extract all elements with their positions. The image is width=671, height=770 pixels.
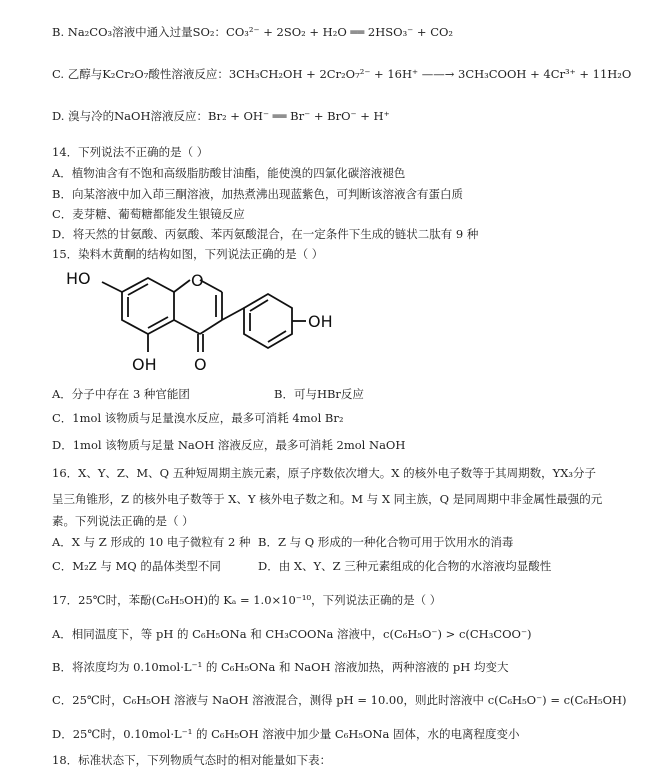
options-15ab [52,386,364,402]
option-17b: B．将浓度均为 0.10mol·L⁻¹ 的 C₆H₅ONa 和 NaOH 溶液加热，两种溶液的 pH 均变大 [52,660,509,674]
ring-b [244,294,292,348]
question-16-line2: 呈三角锥形，Z 的核外电子数等于 X、Y 核外电子数之和。M 与 X 同主族，Q 是同周期中非金属性最强的元 [52,492,603,506]
option-14a: A．植物油含有不饱和高级脂肪酸甘油酯，能使溴的四氯化碳溶液褪色 [52,166,406,180]
option-14c: C．麦芽糖、葡萄糖都能发生银镜反应 [52,207,245,221]
question-18-title: 18．标准状态下，下列物质气态时的相对能量如下表： [52,753,332,767]
option-15a: A．分子中存在 3 种官能团 [52,387,190,401]
option-17a: A．相同温度下，等 pH 的 C₆H₅ONa 和 CH₃COONa 溶液中，c(C₆H₅O⁻) > c(CH₃COO⁻) [52,627,532,641]
question-16-line3: 素。下列说法正确的是（ ） [52,514,194,528]
question-15-title: 15．染料木黄酮的结构如图，下列说法正确的是（ ） [52,247,324,261]
option-16c: C．M₂Z 与 MQ 的晶体类型不同 [52,559,221,573]
option-16d: D．由 X、Y、Z 三种元素组成的化合物的水溶液均显酸性 [258,559,552,573]
option-17c: C．25℃时，C₆H₅OH 溶液与 NaOH 溶液混合，测得 pH = 10.00，则此时溶液中 c(C₆H₅O⁻) = c(C₆H₅OH) [52,693,627,707]
option-13b: B. Na₂CO₃溶液中通入过量SO₂：CO₃²⁻ + 2SO₂ + H₂O ══ 2HSO₃⁻ + CO₂ [52,25,454,39]
label-oh-bottom: OH [132,355,157,374]
option-15b: B．可与HBr反应 [274,387,364,401]
option-14b: B．向某溶液中加入茚三酮溶液，加热煮沸出现蓝紫色，可判断该溶液含有蛋白质 [52,187,463,201]
options-16cd [52,558,551,574]
question-17-title: 17．25℃时，苯酚(C₆H₅OH)的 Kₐ = 1.0×10⁻¹⁰，下列说法正确的是（ ） [52,593,442,607]
option-13c: C. 乙醇与K₂Cr₂O₇酸性溶液反应：3CH₃CH₂OH + 2Cr₂O₇²⁻ + 16H⁺ ——→ 3CH₃COOH + 4Cr³⁺ + 11H₂O [52,67,632,81]
options-16ab [52,534,513,550]
question-16-line1: 16．X、Y、Z、M、Q 五种短周期主族元素，原子序数依次增大。X 的核外电子数等于其周期数，YX₃分子 [52,466,596,480]
label-ring-o: O [191,271,204,290]
option-13d: D. 溴与冷的NaOH溶液反应：Br₂ + OH⁻ ══ Br⁻ + BrO⁻ + H⁺ [52,109,390,123]
label-ho-top: HO [66,270,91,288]
option-15d: D．1mol 该物质与足量 NaOH 溶液反应，最多可消耗 2mol NaOH [52,438,406,452]
ring-a [122,278,174,334]
option-15c: C．1mol 该物质与足量溴水反应，最多可消耗 4mol Br₂ [52,411,344,425]
option-16b: B．Z 与 Q 形成的一种化合物可用于饮用水的消毒 [258,535,514,549]
genistein-structure-image [52,270,352,382]
question-14-title: 14．下列说法不正确的是（ ） [52,145,209,159]
label-oh-right: OH [308,312,333,331]
option-16a: A．X 与 Z 形成的 10 电子微粒有 2 种 [52,535,251,549]
option-17d: D．25℃时，0.10mol·L⁻¹ 的 C₆H₅OH 溶液中加少量 C₆H₅ONa 固体，水的电离程度变小 [52,727,520,741]
label-keto-o: O [194,355,207,374]
option-14d: D．将天然的甘氨酸、丙氨酸、苯丙氨酸混合，在一定条件下生成的链状二肽有 9 种 [52,227,479,241]
